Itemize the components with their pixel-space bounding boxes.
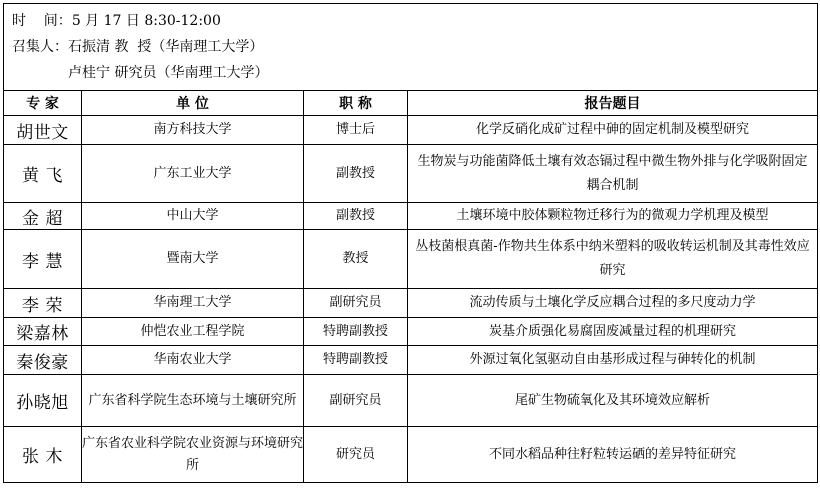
- header-expert: 专 家: [4, 91, 82, 116]
- title-cell: 副教授: [304, 145, 408, 203]
- expert-name: 李 荣: [4, 289, 82, 318]
- time-label: 时 间：: [12, 13, 72, 29]
- title-cell: 副研究员: [304, 375, 408, 427]
- title-cell: 副研究员: [304, 289, 408, 318]
- topic-cell: 流动传质与土壤化学反应耦合过程的多尺度动力学: [408, 289, 818, 318]
- header-unit: 单 位: [82, 91, 304, 116]
- unit-cell: 广东省农业科学院农业资源与环境研究所: [82, 427, 304, 483]
- header-title: 职 称: [304, 91, 408, 116]
- unit-cell: 广东省科学院生态环境与土壤研究所: [82, 375, 304, 427]
- title-cell: 教授: [304, 230, 408, 289]
- convener-label: 召集人：: [12, 39, 68, 55]
- expert-name: 孙晓旭: [4, 375, 82, 427]
- title-cell: 特聘副教授: [304, 346, 408, 375]
- unit-cell: 中山大学: [82, 203, 304, 230]
- convener-line: [12, 34, 817, 60]
- title-cell: 博士后: [304, 116, 408, 145]
- title-cell: 特聘副教授: [304, 318, 408, 346]
- table-row: [4, 289, 818, 318]
- topic-cell: 不同水稻品种往籽粒转运硒的差异特征研究: [408, 427, 818, 483]
- expert-name: 黄 飞: [4, 145, 82, 203]
- topic-cell: 炭基介质强化易腐固废减量过程的机理研究: [408, 318, 818, 346]
- expert-name: 金 超: [4, 203, 82, 230]
- convener-2: 卢桂宁 研究员（华南理工大学）: [68, 65, 269, 81]
- unit-cell: 暨南大学: [82, 230, 304, 289]
- table-row: [4, 145, 818, 203]
- unit-cell: 华南理工大学: [82, 289, 304, 318]
- expert-name: 梁嘉林: [4, 318, 82, 346]
- header-topic: 报告题目: [408, 91, 818, 116]
- table-row: [4, 427, 818, 483]
- schedule-table: [3, 3, 818, 483]
- meeting-info-cell: [4, 4, 818, 91]
- header-row: [4, 91, 818, 116]
- topic-cell: 土壤环境中胶体颗粒物迁移行为的微观力学机理及模型: [408, 203, 818, 230]
- table-row: [4, 230, 818, 289]
- topic-cell: 丛枝菌根真菌-作物共生体系中纳米塑料的吸收转运机制及其毒性效应研究: [408, 230, 818, 289]
- meeting-info-row: [4, 4, 818, 91]
- unit-cell: 华南农业大学: [82, 346, 304, 375]
- topic-cell: 外源过氧化氢驱动自由基形成过程与砷转化的机制: [408, 346, 818, 375]
- title-cell: 研究员: [304, 427, 408, 483]
- unit-cell: 南方科技大学: [82, 116, 304, 145]
- table-row: [4, 203, 818, 230]
- topic-cell: 尾矿生物硫氧化及其环境效应解析: [408, 375, 818, 427]
- table-row: [4, 346, 818, 375]
- expert-name: 秦俊豪: [4, 346, 82, 375]
- convener-1: 石振清 教 授（华南理工大学）: [68, 39, 264, 55]
- convener-line-2: [12, 60, 817, 86]
- time-line: [12, 8, 817, 34]
- table-row: [4, 375, 818, 427]
- unit-cell: 仲恺农业工程学院: [82, 318, 304, 346]
- time-value: 5 月 17 日 8:30-12:00: [71, 13, 221, 29]
- title-cell: 副教授: [304, 203, 408, 230]
- table-row: [4, 318, 818, 346]
- expert-name: 胡世文: [4, 116, 82, 145]
- topic-cell: 生物炭与功能菌降低土壤有效态镉过程中微生物外排与化学吸附固定耦合机制: [408, 145, 818, 203]
- unit-cell: 广东工业大学: [82, 145, 304, 203]
- table-row: [4, 116, 818, 145]
- expert-name: 张 木: [4, 427, 82, 483]
- topic-cell: 化学反硝化成矿过程中砷的固定机制及模型研究: [408, 116, 818, 145]
- expert-name: 李 慧: [4, 230, 82, 289]
